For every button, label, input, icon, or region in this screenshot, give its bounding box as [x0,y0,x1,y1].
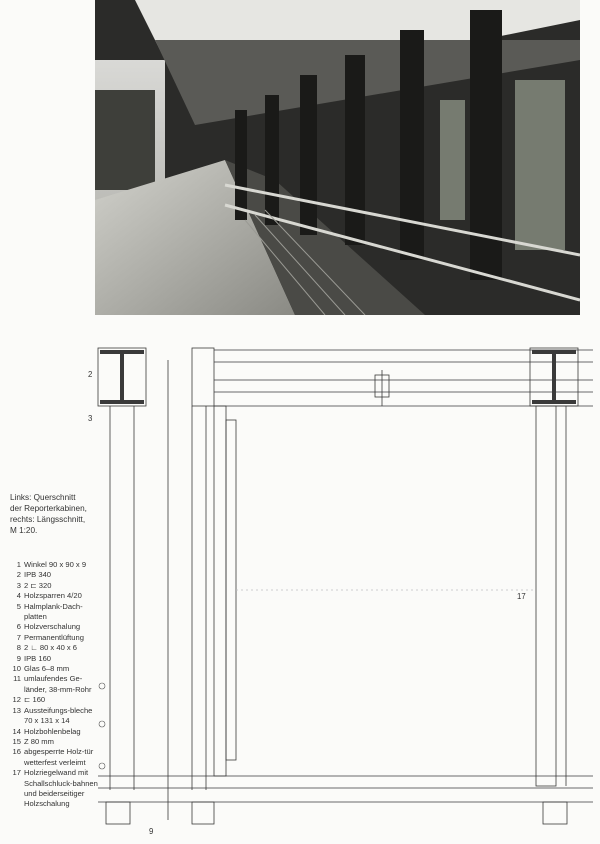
legend-list [10,560,100,810]
legend-item: 13 Aussteifungs-bleche 70 x 131 x 14 [12,705,93,726]
label-17: 17 [517,592,526,601]
legend-item: 5 Halmplank-Dach-platten [16,601,83,622]
label-3: 3 [88,414,93,423]
corridor-photograph [95,0,580,315]
legend-item: 2 IPB 340 [16,570,52,580]
section-drawing [88,340,600,840]
legend-item: 8 2 ∟ 80 x 40 x 6 [16,643,78,653]
legend-item: 14 Holzbohlenbelag [12,726,81,736]
label-9: 9 [149,827,154,836]
legend-item: 4 Holzsparren 4/20 [16,591,82,601]
legend-item: 11 umlaufendes Ge-länder, 38-mm-Rohr [13,674,92,694]
legend-item: 9 IPB 160 [16,653,52,663]
label-2: 2 [88,370,93,379]
legend-item: 6 Holzverschalung [16,622,81,632]
legend-item: 7 Permanentlüftung [16,632,84,642]
legend-item: 12 ⊏ 160 [12,695,46,705]
legend-item: 10 Glas 6–8 mm [12,664,70,674]
legend-item: 17 Holzriegelwand mit Schallschluck-bahnen und beiderseitiger Holzschalung [12,768,98,809]
drawing-caption: Links: Querschnitt der Reporterkabinen, rechts: Längsschnitt, M 1:20. [10,493,87,535]
legend-item: 16 abgesperrte Holz-tür wetterfest verleimt [12,747,94,767]
legend-item: 3 2 ⊏ 320 [16,580,52,590]
legend-item: 1 Winkel 90 x 90 x 9 [16,560,87,569]
legend-item: 15 Z 80 mm [12,736,54,746]
